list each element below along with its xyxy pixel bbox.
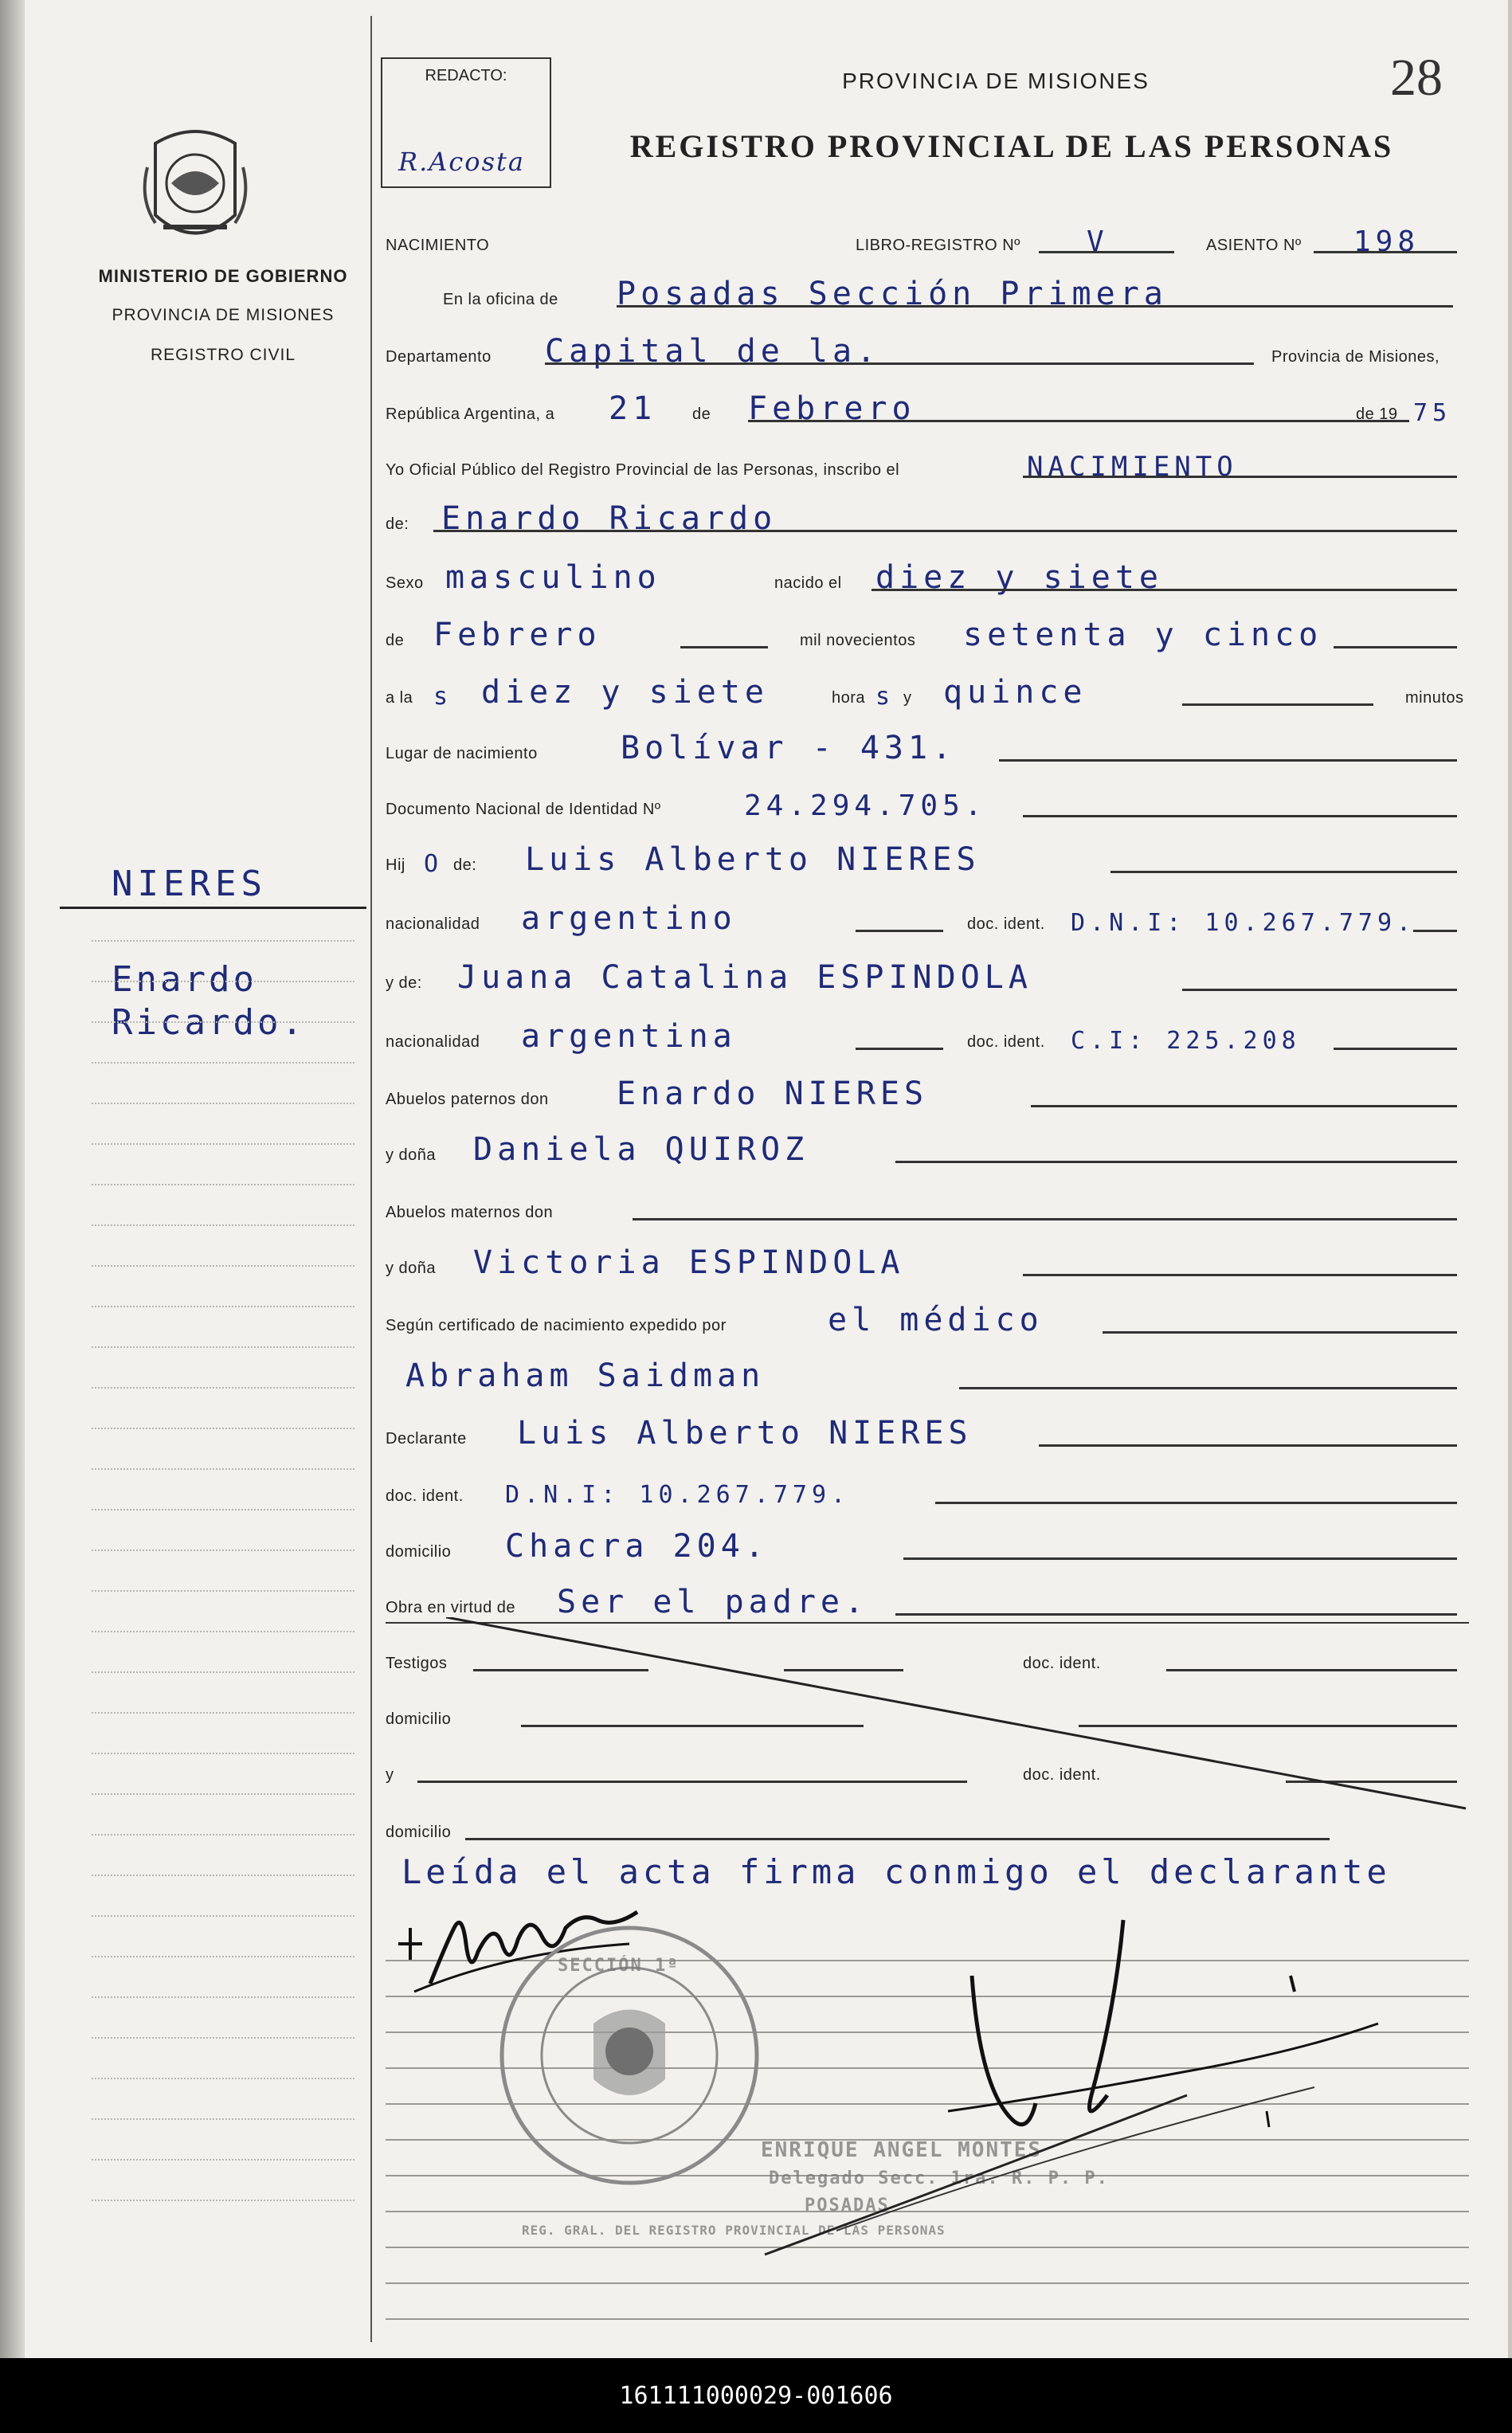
closing-text: Leída el acta firma conmigo el declarante [402,1852,1391,1891]
row-abuela-mat [386,1236,1469,1284]
sidebar-registry: REGISTRO CIVIL [150,346,296,364]
de-name-label: de: [386,515,409,533]
madre-value: Juana Catalina ESPINDOLA [457,959,1032,996]
republica-label: República Argentina, a [386,406,555,423]
certificado-label: Según certificado de nacimiento expedido por [386,1317,727,1334]
row-padre [386,833,1469,881]
dni-label: Documento Nacional de Identidad Nº [386,801,661,818]
mes2-value: Febrero [433,617,601,653]
official-signature-icon [741,1912,1394,2270]
row-medico [386,1350,1469,1397]
official-title-stamp: Delegado Secc. 1ra. R. P. P. [769,2169,1109,2188]
page-edge [1508,0,1512,2358]
anio-value: 75 [1413,399,1452,427]
departamento-label: Departamento [386,348,492,366]
mes-value: Febrero [748,390,916,427]
declarante-value: Luis Alberto NIERES [517,1415,973,1452]
abuela-mat-value: Victoria ESPINDOLA [473,1244,905,1281]
a-la-label: a la [386,689,413,707]
redacto-label: REDACTO: [425,67,507,84]
official-city-stamp: POSADAS [805,2196,890,2216]
margin-surname: NIERES [112,864,267,904]
domicilio-value: Chacra 204. [505,1528,769,1565]
y-de-label: y de: [386,974,422,992]
row-nac-madre [386,1010,1469,1058]
abuelo-pat-value: Enardo NIERES [617,1075,929,1112]
doc-padre-value: D.N.I: 10.267.779. [1071,909,1416,937]
doc-madre-value: C.I: 225.208 [1071,1027,1301,1055]
minutos-label: minutos [1405,689,1464,707]
provincia-label: Provincia de Misiones, [1271,348,1440,366]
ministry-title: MINISTERIO DE GOBIERNO [98,266,348,286]
nac-padre-value: argentino [521,900,737,937]
registry-title: REGISTRO PROVINCIAL DE LAS PERSONAS [629,128,1394,164]
padre-value: Luis Alberto NIERES [525,841,981,878]
nac-madre-value: argentina [521,1018,737,1055]
mil-label: mil novecientos [800,632,916,649]
minutos-value: quince [943,674,1087,711]
hijo-o: O [424,850,444,878]
row-closing [386,1839,1469,1894]
lugar-label: Lugar de nacimiento [386,745,538,762]
column-divider [370,16,372,2342]
province-title: PROVINCIA DE MISIONES [842,69,1150,93]
folio-number: 28 [1390,49,1443,107]
lugar-value: Bolívar - 431. [621,730,957,766]
row-hora [386,666,1469,714]
nac-madre-label: nacionalidad [386,1033,480,1051]
anio2-value: setenta y cinco [963,617,1323,653]
row-domicilio [386,1520,1469,1568]
redacto-box [381,57,551,188]
obra-value: Ser el padre. [557,1584,869,1620]
row-dni [386,778,1469,825]
sexo-value: masculino [445,559,661,596]
abuelos-mat-label: Abuelos maternos don [386,1204,554,1221]
row-libro [386,214,1469,261]
doc-decl-value: D.N.I: 10.267.779. [505,1481,851,1509]
margin-given-name-1: Enardo [112,959,257,1000]
certificado-value: el médico [828,1302,1044,1338]
row-madre [386,951,1469,999]
margin-surname-underline [60,907,366,909]
y-dona-mat-label: y doña [386,1260,437,1277]
obra-label: Obra en virtud de [386,1599,516,1616]
row-abuelo-pat [386,1068,1469,1115]
margin-given-name-2: Ricardo. [112,1002,306,1043]
hora-s: s [875,683,895,711]
hijo-de-label: de: [453,856,477,874]
row-fecha [386,382,1469,430]
name-value: Enardo Ricardo [441,500,778,537]
doc-ident-testigo1-label: doc. ident. [1023,1655,1101,1672]
hijo-label: Hij [386,856,405,874]
inscribo-value: NACIMIENTO [1027,451,1238,483]
libro-label: LIBRO-REGISTRO Nº [856,237,1020,254]
oficina-label: En la oficina de [443,291,558,308]
y-label: y [903,689,912,707]
y-testigo2-label: y [386,1766,394,1784]
dni-value: 24.294.705. [744,789,987,822]
sidebar-province: PROVINCIA DE MISIONES [112,306,335,324]
row-lugar [386,722,1469,770]
row-departamento [386,325,1469,373]
abuela-pat-value: Daniela QUIROZ [473,1131,809,1168]
oficina-value: Posadas Sección Primera [617,276,1168,312]
redacto-signature: R.Acosta [398,147,525,177]
hora-value: diez y siete [481,674,769,711]
hora-label: hora [832,689,866,707]
domicilio-testigo2-label: domicilio [386,1824,452,1841]
doc-ident-testigo2-label: doc. ident. [1023,1766,1101,1784]
witness-strikeout-line [446,1617,1474,1816]
medico-value: Abraham Saidman [405,1358,766,1394]
departamento-value: Capital de la. [545,333,881,370]
seal-ring-text: REG. GRAL. DEL REGISTRO PROVINCIAL DE LAS PERSONAS [522,2223,946,2238]
abuelos-pat-label: Abuelos paternos don [386,1091,549,1108]
de-label: de [692,406,711,423]
row-certificado [386,1294,1469,1342]
row-oficina [386,268,1469,315]
declarante-label: Declarante [386,1430,467,1448]
row-inscribo [386,438,1469,486]
domicilio-label: domicilio [386,1543,452,1561]
row-abuelo-mat [386,1181,1469,1228]
de2-label: de [386,632,405,649]
asiento-label: ASIENTO Nº [1206,237,1302,254]
official-name-stamp: ENRIQUE ANGEL MONTES [761,2138,1043,2162]
sexo-label: Sexo [386,574,424,592]
row-abuela-pat [386,1123,1469,1171]
row-mes-anio [386,609,1469,656]
seal-inner-text: SECCIÓN 1ª [558,1956,680,1976]
row-declarante [386,1407,1469,1455]
nac-padre-label: nacionalidad [386,915,480,933]
image-id-footer: 161111000029-001606 [0,2358,1512,2433]
doc-decl-label: doc. ident. [386,1487,464,1505]
doc-ident-madre-label: doc. ident. [967,1033,1045,1051]
provincial-coat-of-arms-icon [139,119,251,255]
testigos-label: Testigos [386,1655,448,1672]
margin-ruled-lines [92,940,354,2240]
dia-value: 21 [609,390,657,427]
libro-value: V [1087,225,1109,258]
row-name [386,492,1469,540]
nacimiento-label: NACIMIENTO [386,237,490,254]
row-nac-padre [386,892,1469,940]
domicilio-testigo1-label: domicilio [386,1710,452,1728]
nacido-value: diez y siete [875,559,1163,596]
a-la-s: s [433,683,453,711]
yo-oficial-label: Yo Oficial Público del Registro Provincial de las Personas, inscribo el [386,461,900,479]
doc-ident-padre-label: doc. ident. [967,915,1045,933]
asiento-value: 198 [1353,225,1420,258]
de-anio-label: de 19 [1356,406,1398,423]
row-sexo [386,551,1469,599]
nacido-label: nacido el [774,574,842,592]
book-spine [0,0,22,2433]
row-doc-declarante [386,1464,1469,1512]
y-dona-pat-label: y doña [386,1146,437,1164]
row-obra [386,1576,1469,1624]
